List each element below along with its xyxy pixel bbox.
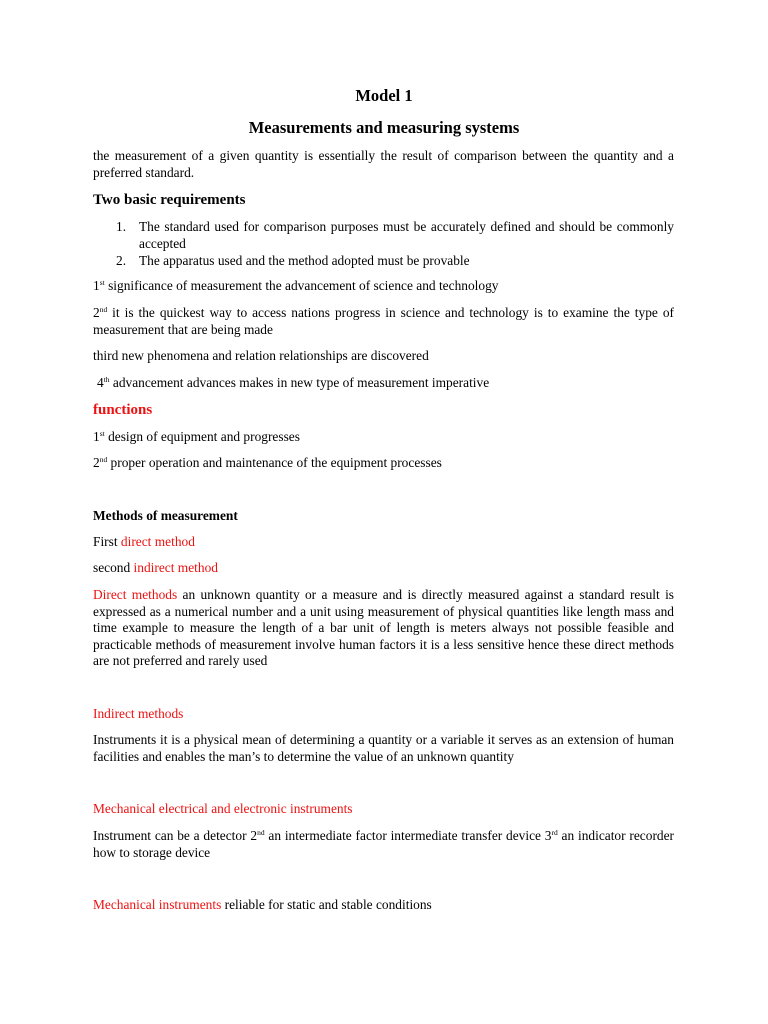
function-text: design of equipment and progresses bbox=[104, 429, 300, 444]
ordinal-suffix: st bbox=[99, 278, 105, 287]
significance-2 bbox=[93, 305, 674, 338]
direct-methods-term: Direct methods bbox=[93, 587, 178, 602]
instrument-types-heading: Mechanical electrical and electronic instruments bbox=[93, 801, 353, 816]
mechanical-instruments-paragraph bbox=[93, 897, 674, 914]
list-text: The apparatus used and the method adopted must be provable bbox=[139, 253, 470, 268]
list-number: 1. bbox=[116, 219, 127, 234]
mechanical-instruments-text: reliable for static and stable conditions bbox=[221, 897, 432, 912]
method-name: direct method bbox=[120, 534, 195, 549]
methods-heading: Methods of measurement bbox=[93, 508, 238, 523]
direct-methods-text: an unknown quantity or a measure and is directly measured against a standard result is expressed as a numerical number and a unit using measurement of physical quantities like length mass and time example to measure the length of a bar unit of length is meters always not possible feasible and practicable methods of measurement involve human factors it is a less sensitive hence these direct methods are not preferred and rarely used bbox=[93, 587, 674, 668]
significance-text: significance of measurement the advancement of science and technology bbox=[104, 278, 499, 293]
method-label: second bbox=[93, 560, 134, 575]
ordinal-suffix: th bbox=[103, 375, 110, 384]
list-item bbox=[116, 253, 674, 270]
requirements-heading: Two basic requirements bbox=[93, 192, 246, 208]
ordinal-number: 2 bbox=[93, 305, 100, 320]
ordinal-suffix: nd bbox=[257, 828, 265, 837]
method-label: First bbox=[93, 534, 121, 549]
method-first bbox=[93, 534, 674, 551]
method-name: indirect method bbox=[133, 560, 218, 575]
page-title: Model 1 bbox=[355, 86, 413, 105]
method-second bbox=[93, 560, 674, 577]
function-text: proper operation and maintenance of the equipment processes bbox=[107, 455, 442, 470]
instrument-parts-text: an intermediate factor intermediate transfer device 3 bbox=[264, 828, 552, 843]
significance-3: third new phenomena and relation relationships are discovered bbox=[93, 348, 429, 363]
instrument-parts-text: an indicator recorder how to storage device bbox=[93, 828, 675, 860]
ordinal-number: 4 bbox=[97, 375, 104, 390]
ordinal-number: 1 bbox=[93, 278, 100, 293]
instrument-parts-paragraph bbox=[93, 828, 674, 861]
ordinal-number: 1 bbox=[93, 429, 100, 444]
list-text: The standard used for comparison purposes must be accurately defined and should be commonly accepted bbox=[139, 219, 674, 251]
intro-paragraph: the measurement of a given quantity is essentially the result of comparison between the quantity and a preferred standard. bbox=[93, 148, 674, 180]
list-item bbox=[116, 219, 674, 252]
ordinal-suffix: rd bbox=[551, 828, 558, 837]
significance-4 bbox=[97, 375, 674, 392]
list-number: 2. bbox=[116, 253, 127, 268]
function-2 bbox=[93, 455, 674, 472]
function-1 bbox=[93, 429, 674, 446]
mechanical-instruments-term: Mechanical instruments bbox=[93, 897, 222, 912]
ordinal-suffix: nd bbox=[99, 455, 108, 464]
ordinal-suffix: nd bbox=[99, 305, 108, 314]
significance-1 bbox=[93, 278, 674, 295]
functions-heading: functions bbox=[93, 402, 153, 418]
instruments-paragraph: Instruments it is a physical mean of determining a quantity or a variable it serves as an extension of human facilities and enables the man’s to determine the value of an unknown quantity bbox=[93, 732, 674, 764]
page-subtitle: Measurements and measuring systems bbox=[248, 118, 520, 137]
ordinal-number: 2 bbox=[93, 455, 100, 470]
instrument-parts-text: Instrument can be a detector 2 bbox=[93, 828, 258, 843]
indirect-methods-heading: Indirect methods bbox=[93, 706, 184, 721]
significance-text: it is the quickest way to access nations progress in science and technology is to examine the type of measurement that are being made bbox=[93, 305, 674, 337]
direct-methods-paragraph bbox=[93, 587, 674, 670]
significance-text: advancement advances makes in new type of measurement imperative bbox=[109, 375, 490, 390]
ordinal-suffix: st bbox=[99, 429, 105, 438]
